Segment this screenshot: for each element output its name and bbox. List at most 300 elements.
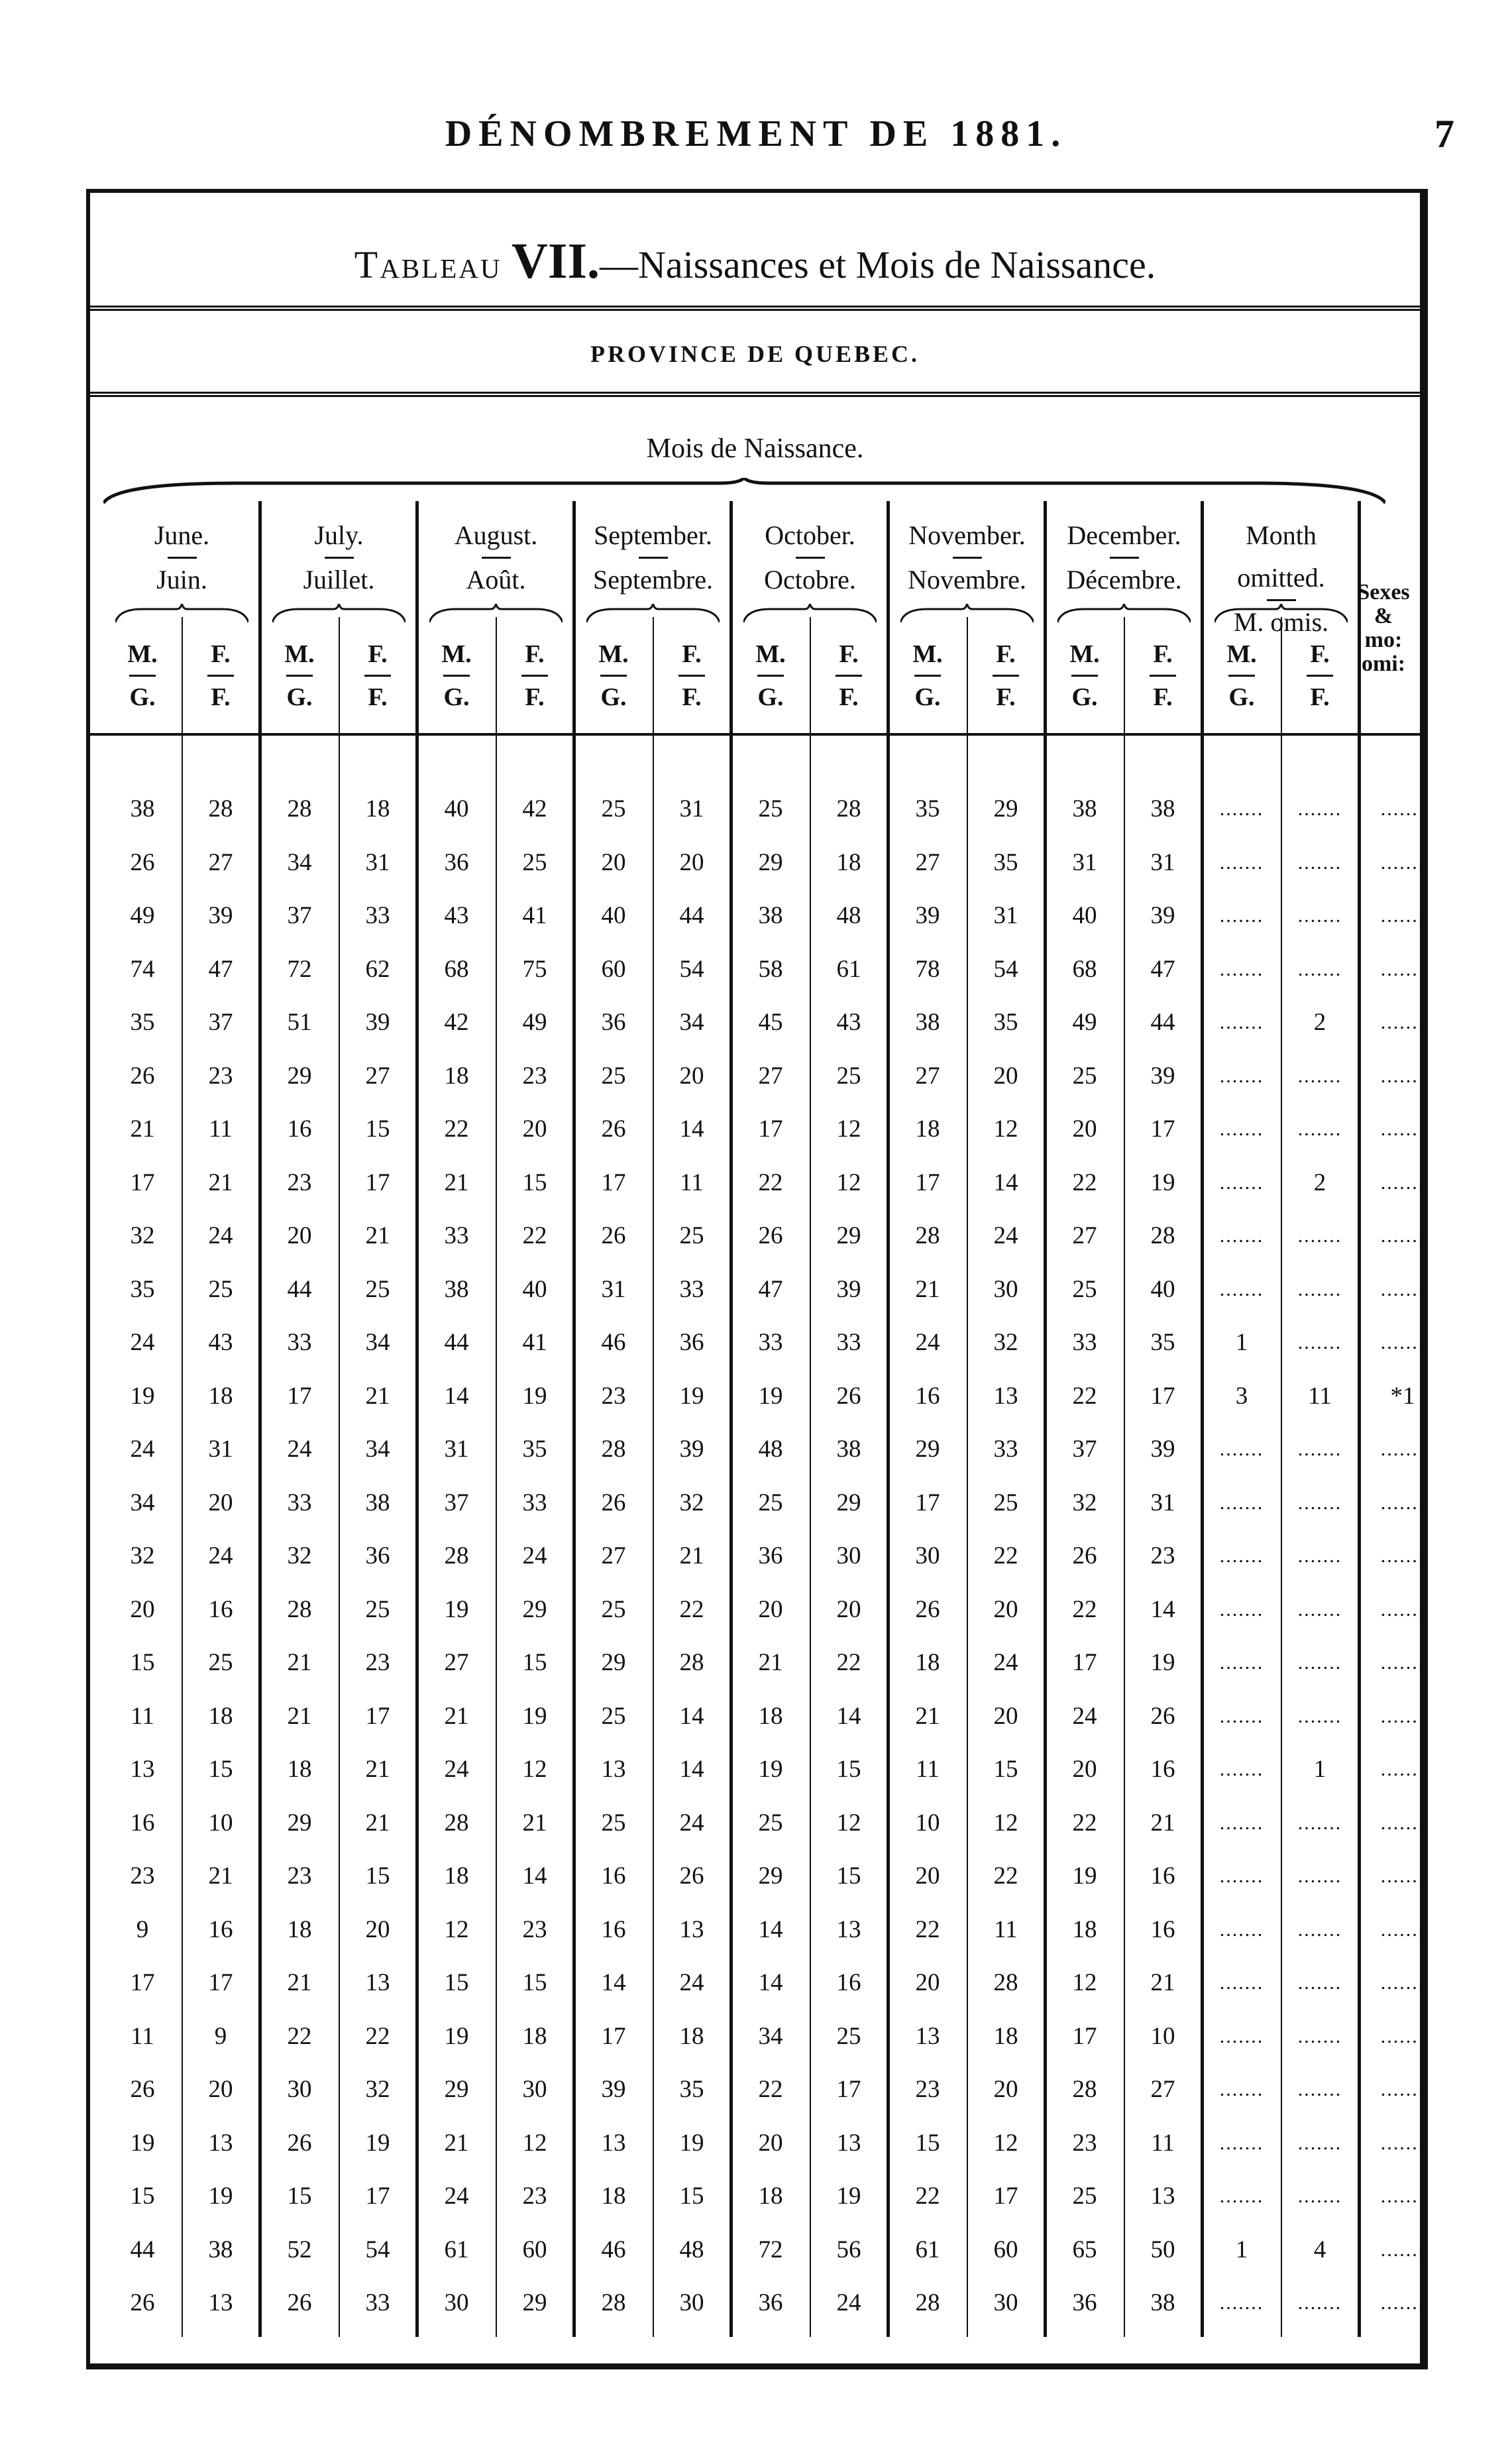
table-cell: 11	[1308, 1382, 1332, 1410]
table-cell: 21	[287, 1969, 312, 1996]
table-cell: 31	[1150, 848, 1175, 876]
table-cell: 43	[836, 1009, 861, 1036]
empty-cell-leader: .......	[1380, 905, 1425, 927]
empty-cell-leader: .......	[1219, 2078, 1264, 2100]
table-cell: 21	[522, 1809, 547, 1837]
month-name-en: October.	[765, 520, 855, 550]
table-cell: 14	[679, 1115, 704, 1143]
header-bottom-rule	[90, 733, 1420, 736]
empty-cell-leader: .......	[1380, 1171, 1425, 1194]
empty-cell-leader: .......	[1219, 1918, 1264, 1941]
table-cell: 17	[836, 2076, 861, 2103]
table-cell: 17	[365, 1168, 390, 1196]
table-cell: 17	[1150, 1115, 1175, 1143]
table-cell: 9	[214, 2022, 227, 2050]
table-cell: 16	[1150, 1915, 1175, 1943]
table-cell: 33	[287, 1329, 312, 1356]
sex-en: F.	[1310, 640, 1330, 668]
table-cell: 25	[679, 1222, 704, 1249]
table-cell: 28	[1072, 2076, 1097, 2103]
table-row	[90, 1583, 1425, 1636]
table-cell: 33	[287, 1489, 312, 1516]
table-cell: 18	[758, 2183, 783, 2210]
table-cell: 29	[758, 848, 783, 876]
table-cell: 22	[287, 2022, 312, 2050]
table-cell: 23	[287, 1862, 312, 1890]
sex-fr: F.	[368, 683, 388, 711]
empty-cell-leader: .......	[1380, 1491, 1425, 1514]
table-cell: 26	[758, 1222, 783, 1249]
table-cell: 26	[130, 2076, 155, 2103]
table-cell: 40	[1150, 1275, 1175, 1303]
table-cell: 25	[601, 1809, 626, 1837]
table-cell: 21	[365, 1382, 390, 1410]
table-cell: 31	[993, 902, 1018, 929]
table-cell: 30	[993, 1275, 1018, 1303]
empty-cell-leader: .......	[1219, 1705, 1264, 1727]
running-head: DÉNOMBREMENT DE 1881.	[445, 113, 1067, 154]
sex-en: M.	[912, 640, 943, 668]
table-cell: 20	[758, 2129, 783, 2157]
table-cell: 38	[1150, 2289, 1175, 2316]
table-cell: *1	[1390, 1382, 1415, 1410]
month-name-fr: Décembre.	[1066, 565, 1182, 595]
empty-cell-leader: .......	[1297, 1225, 1342, 1247]
table-cell: 36	[679, 1329, 704, 1356]
table-cell: 25	[758, 1809, 783, 1837]
table-cell: 25	[522, 848, 547, 876]
table-cell: 16	[287, 1115, 312, 1143]
table-cell: 33	[758, 1329, 783, 1356]
month-header	[731, 514, 889, 601]
table-cell: 18	[758, 1702, 783, 1730]
table-cell: 19	[679, 2129, 704, 2157]
table-cell: 24	[522, 1542, 547, 1569]
table-cell: 31	[601, 1275, 626, 1303]
empty-cell-leader: .......	[1380, 1598, 1425, 1620]
table-cell: 35	[679, 2076, 704, 2103]
month-name-fr: Octobre.	[764, 565, 856, 595]
table-cell: 24	[993, 1222, 1018, 1249]
table-cell: 15	[836, 1756, 861, 1783]
table-cell: 44	[130, 2236, 155, 2263]
table-frame	[86, 189, 1428, 2369]
month-header	[1046, 514, 1203, 601]
table-cell: 20	[130, 1595, 155, 1623]
table-cell: 27	[915, 848, 940, 876]
table-cell: 18	[915, 1115, 940, 1143]
empty-cell-leader: .......	[1219, 1118, 1264, 1140]
sex-en: M.	[1069, 640, 1100, 668]
table-cell: 14	[601, 1969, 626, 1996]
table-cell: 29	[287, 1809, 312, 1837]
table-row	[90, 1157, 1425, 1210]
table-cell: 47	[1150, 955, 1175, 983]
table-cell: 78	[915, 955, 940, 983]
table-cell: 1	[1235, 1329, 1248, 1356]
table-cell: 23	[287, 1168, 312, 1196]
table-cell: 11	[131, 1702, 154, 1730]
table-cell: 46	[601, 2236, 626, 2263]
table-cell: 30	[444, 2289, 469, 2316]
page-number: 7	[1434, 112, 1454, 156]
month-header	[574, 514, 731, 601]
table-cell: 35	[1150, 1329, 1175, 1356]
table-cell: 17	[365, 2183, 390, 2210]
month-name-fr: Septembre.	[592, 565, 714, 595]
table-row	[90, 1690, 1425, 1743]
month-name-en: July.	[314, 520, 364, 550]
table-cell: 24	[208, 1222, 233, 1249]
table-cell: 9	[136, 1915, 149, 1943]
table-cell: 31	[1072, 848, 1097, 876]
table-cell: 12	[993, 2129, 1018, 2157]
table-cell: 49	[1072, 1009, 1097, 1036]
empty-cell-leader: .......	[1380, 2185, 1425, 2207]
empty-cell-leader: .......	[1380, 1332, 1425, 1353]
empty-cell-leader: .......	[1297, 2078, 1342, 2100]
table-cell: 29	[915, 1436, 940, 1463]
empty-cell-leader: .......	[1297, 1438, 1342, 1460]
table-cell: 11	[680, 1168, 704, 1196]
month-name-fr: Juin.	[156, 565, 207, 595]
table-cell: 18	[993, 2022, 1018, 2050]
table-cell: 41	[522, 1329, 547, 1356]
table-cell: 28	[601, 1436, 626, 1463]
sex-fr: G.	[443, 683, 470, 711]
table-cell: 35	[130, 1009, 155, 1036]
empty-cell-leader: .......	[1297, 1278, 1342, 1300]
table-cell: 28	[915, 1222, 940, 1249]
sexes-line-4: omi:	[1361, 652, 1406, 676]
table-cell: 15	[287, 2183, 312, 2210]
table-cell: 49	[130, 902, 155, 929]
table-cell: 10	[208, 1809, 233, 1837]
table-cell: 17	[130, 1168, 155, 1196]
table-cell: 14	[836, 1702, 861, 1730]
table-cell: 34	[287, 848, 312, 876]
table-row	[90, 2010, 1425, 2063]
table-cell: 36	[758, 2289, 783, 2316]
table-cell: 16	[208, 1595, 233, 1623]
month-name-fr: M. omis.	[1233, 607, 1329, 637]
table-cell: 19	[758, 1382, 783, 1410]
empty-cell-leader: .......	[1380, 1011, 1425, 1033]
table-row	[90, 2170, 1425, 2223]
table-row	[90, 2224, 1425, 2277]
table-cell: 20	[365, 1915, 390, 1943]
table-cell: 29	[836, 1489, 861, 1516]
table-cell: 21	[1150, 1809, 1175, 1837]
table-cell: 18	[444, 1862, 469, 1890]
table-cell: 19	[1150, 1168, 1175, 1196]
table-cell: 25	[1072, 1275, 1097, 1303]
table-cell: 22	[915, 2183, 940, 2210]
sexes-omitted-header	[1344, 581, 1423, 676]
male-header	[1203, 634, 1281, 718]
sex-fr: F.	[996, 683, 1016, 711]
table-row	[90, 1370, 1420, 1423]
table-cell: 38	[1072, 795, 1097, 823]
table-cell: 4	[1313, 2236, 1326, 2263]
empty-cell-leader: .......	[1219, 2292, 1264, 2314]
table-cell: 28	[444, 1809, 469, 1837]
table-cell: 36	[365, 1542, 390, 1569]
empty-cell-leader: .......	[1219, 958, 1264, 980]
empty-cell-leader: .......	[1380, 1918, 1425, 1941]
sex-fr: F.	[1153, 683, 1173, 711]
empty-cell-leader: .......	[1380, 1652, 1425, 1674]
table-cell: 32	[993, 1329, 1018, 1356]
table-cell: 20	[1072, 1756, 1097, 1783]
table-cell: 27	[758, 1062, 783, 1090]
table-cell: 35	[993, 1009, 1018, 1036]
table-cell: 20	[1072, 1115, 1097, 1143]
table-cell: 22	[993, 1862, 1018, 1890]
table-row	[90, 1797, 1425, 1850]
table-cell: 18	[365, 795, 390, 823]
table-cell: 62	[365, 955, 390, 983]
table-cell: 33	[993, 1436, 1018, 1463]
table-cell: 32	[365, 2076, 390, 2103]
table-cell: 30	[679, 2289, 704, 2316]
sex-en: M.	[127, 640, 158, 668]
table-cell: 31	[444, 1436, 469, 1463]
empty-cell-leader: .......	[1297, 798, 1342, 820]
empty-cell-leader: .......	[1297, 1118, 1342, 1140]
table-cell: 27	[915, 1062, 940, 1090]
empty-cell-leader: .......	[1297, 2131, 1342, 2154]
table-cell: 21	[365, 1756, 390, 1783]
sex-en: M.	[284, 640, 315, 668]
table-cell: 34	[758, 2022, 783, 2050]
table-cell: 26	[1072, 1542, 1097, 1569]
empty-cell-leader: .......	[1219, 905, 1264, 927]
table-row	[90, 943, 1425, 996]
table-cell: 12	[993, 1115, 1018, 1143]
table-cell: 65	[1072, 2236, 1097, 2263]
table-cell: 42	[522, 795, 547, 823]
table-cell: 14	[444, 1382, 469, 1410]
table-cell: 21	[365, 1809, 390, 1837]
sex-en: M.	[755, 640, 786, 668]
table-cell: 21	[208, 1168, 233, 1196]
empty-cell-leader: .......	[1297, 958, 1342, 980]
female-header	[1124, 634, 1202, 718]
table-cell: 43	[208, 1329, 233, 1356]
sex-en: M.	[441, 640, 472, 668]
table-cell: 29	[601, 1649, 626, 1676]
table-cell: 12	[836, 1168, 861, 1196]
table-cell: 19	[444, 1595, 469, 1623]
empty-cell-leader: .......	[1219, 1865, 1264, 1887]
table-cell: 15	[522, 1969, 547, 1996]
table-cell: 26	[679, 1862, 704, 1890]
table-cell: 24	[208, 1542, 233, 1569]
table-cell: 18	[836, 848, 861, 876]
table-cell: 20	[208, 2076, 233, 2103]
table-cell: 18	[208, 1382, 233, 1410]
month-name-fr: Août.	[466, 565, 526, 595]
table-cell: 25	[836, 1062, 861, 1090]
table-cell: 11	[131, 2022, 154, 2050]
table-cell: 21	[679, 1542, 704, 1569]
table-cell: 26	[287, 2289, 312, 2316]
empty-cell-leader: .......	[1380, 1705, 1425, 1727]
table-cell: 37	[1072, 1436, 1097, 1463]
empty-cell-leader: .......	[1297, 2185, 1342, 2207]
table-cell: 24	[130, 1436, 155, 1463]
table-row	[90, 2063, 1425, 2116]
sex-fr: G.	[129, 683, 156, 711]
table-cell: 25	[365, 1595, 390, 1623]
table-cell: 24	[444, 2183, 469, 2210]
table-cell: 24	[444, 1756, 469, 1783]
table-cell: 46	[601, 1329, 626, 1356]
table-cell: 18	[287, 1915, 312, 1943]
empty-cell-leader: .......	[1380, 1865, 1425, 1887]
table-cell: 39	[365, 1009, 390, 1036]
table-cell: 25	[208, 1275, 233, 1303]
table-cell: 23	[130, 1862, 155, 1890]
empty-cell-leader: .......	[1380, 2238, 1425, 2261]
table-cell: 26	[601, 1222, 626, 1249]
male-header	[103, 634, 182, 718]
table-cell: 31	[1150, 1489, 1175, 1516]
table-cell: 24	[679, 1809, 704, 1837]
table-cell: 60	[522, 2236, 547, 2263]
table-cell: 17	[1072, 2022, 1097, 2050]
empty-cell-leader: .......	[1380, 2025, 1425, 2047]
table-cell: 39	[1150, 902, 1175, 929]
table-cell: 32	[130, 1222, 155, 1249]
table-row	[90, 889, 1425, 942]
table-cell: 20	[993, 1062, 1018, 1090]
table-cell: 33	[522, 1489, 547, 1516]
table-cell: 30	[915, 1542, 940, 1569]
table-cell: 17	[993, 2183, 1018, 2210]
table-cell: 18	[679, 2022, 704, 2050]
table-cell: 14	[758, 1915, 783, 1943]
table-cell: 19	[1072, 1862, 1097, 1890]
table-cell: 61	[915, 2236, 940, 2263]
table-cell: 24	[679, 1969, 704, 1996]
table-cell: 21	[444, 1702, 469, 1730]
table-cell: 13	[208, 2289, 233, 2316]
table-cell: 15	[365, 1115, 390, 1143]
table-cell: 39	[1150, 1436, 1175, 1463]
table-cell: 28	[444, 1542, 469, 1569]
table-cell: 44	[287, 1275, 312, 1303]
table-cell: 60	[993, 2236, 1018, 2263]
table-cell: 23	[522, 2183, 547, 2210]
table-cell: 52	[287, 2236, 312, 2263]
sex-fr: G.	[1071, 683, 1098, 711]
table-cell: 11	[994, 1915, 1018, 1943]
table-cell: 28	[1150, 1222, 1175, 1249]
table-cell: 25	[1072, 2183, 1097, 2210]
table-cell: 19	[208, 2183, 233, 2210]
group-heading: Mois de Naissance.	[646, 433, 864, 464]
month-name-fr: Novembre.	[908, 565, 1026, 595]
table-cell: 23	[522, 1915, 547, 1943]
table-cell: 18	[444, 1062, 469, 1090]
table-cell: 28	[993, 1969, 1018, 1996]
table-cell: 25	[993, 1489, 1018, 1516]
empty-cell-leader: .......	[1219, 1225, 1264, 1247]
table-cell: 24	[130, 1329, 155, 1356]
table-row	[90, 1743, 1425, 1796]
month-name-en: September.	[594, 520, 712, 550]
table-cell: 38	[758, 902, 783, 929]
table-cell: 12	[836, 1115, 861, 1143]
table-cell: 21	[444, 2129, 469, 2157]
table-cell: 23	[365, 1649, 390, 1676]
table-cell: 11	[209, 1115, 233, 1143]
table-cell: 13	[836, 2129, 861, 2157]
table-cell: 12	[522, 1756, 547, 1783]
table-cell: 13	[836, 1915, 861, 1943]
table-row	[90, 836, 1425, 889]
table-row	[90, 1477, 1425, 1530]
table-cell: 21	[208, 1862, 233, 1890]
table-row	[90, 1423, 1425, 1476]
month-name-fr: Juillet.	[303, 565, 375, 595]
table-cell: 25	[601, 795, 626, 823]
table-cell: 22	[1072, 1809, 1097, 1837]
table-cell: 32	[679, 1489, 704, 1516]
table-cell: 20	[993, 1702, 1018, 1730]
table-cell: 28	[208, 795, 233, 823]
table-cell: 18	[287, 1756, 312, 1783]
table-cell: 25	[836, 2022, 861, 2050]
sex-fr: G.	[914, 683, 941, 711]
table-cell: 16	[915, 1382, 940, 1410]
table-cell: 18	[522, 2022, 547, 2050]
table-cell: 44	[1150, 1009, 1175, 1036]
table-cell: 23	[522, 1062, 547, 1090]
empty-cell-leader: .......	[1219, 1811, 1264, 1834]
table-cell: 1	[1313, 1756, 1326, 1783]
table-cell: 29	[993, 795, 1018, 823]
table-cell: 20	[287, 1222, 312, 1249]
table-cell: 20	[601, 848, 626, 876]
empty-cell-leader: .......	[1297, 1918, 1342, 1941]
table-cell: 54	[679, 955, 704, 983]
month-name-en: Month omitted.	[1237, 520, 1325, 593]
table-cell: 19	[1150, 1649, 1175, 1676]
table-cell: 27	[1072, 1222, 1097, 1249]
table-cell: 22	[758, 2076, 783, 2103]
table-cell: 15	[208, 1756, 233, 1783]
table-cell: 36	[444, 848, 469, 876]
table-cell: 48	[758, 1436, 783, 1463]
empty-cell-leader: .......	[1380, 1278, 1425, 1300]
table-cell: 29	[522, 1595, 547, 1623]
month-header	[889, 514, 1046, 601]
table-cell: 27	[208, 848, 233, 876]
sex-fr: G.	[600, 683, 627, 711]
table-cell: 22	[758, 1168, 783, 1196]
table-cell: 49	[522, 1009, 547, 1036]
table-cell: 12	[522, 2129, 547, 2157]
table-cell: 44	[679, 902, 704, 929]
table-cell: 25	[601, 1062, 626, 1090]
table-cell: 21	[287, 1702, 312, 1730]
table-cell: 38	[915, 1009, 940, 1036]
table-cell: 36	[601, 1009, 626, 1036]
table-cell: 21	[287, 1649, 312, 1676]
